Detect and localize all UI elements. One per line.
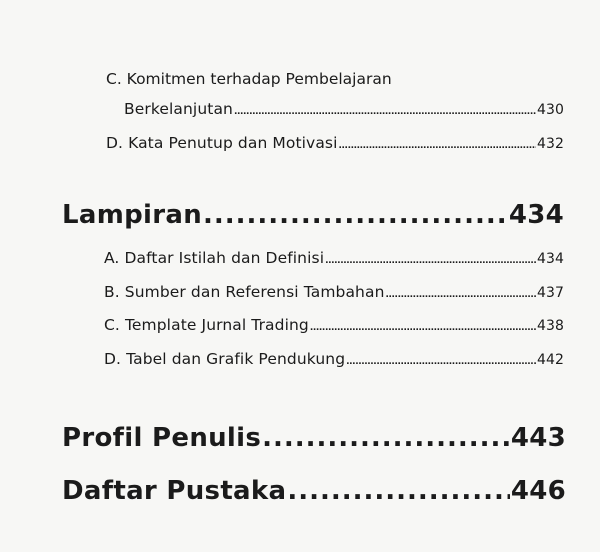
toc-chapter-title: Profil Penulis	[62, 423, 262, 453]
toc-page-number: 430	[536, 102, 564, 118]
toc-page-number: 434	[508, 200, 564, 230]
toc-entry-d-kata-penutup[interactable]	[106, 134, 564, 152]
toc-entry-title: C. Template Jurnal Trading	[104, 316, 309, 334]
toc-entry-d-tabel[interactable]	[104, 350, 564, 368]
dot-leader	[262, 423, 510, 453]
toc-chapter-profil-penulis[interactable]	[62, 423, 566, 453]
dot-leader	[310, 323, 536, 333]
toc-entry-title: A. Daftar Istilah dan Definisi	[104, 249, 325, 267]
toc-entry-a-daftar-istilah[interactable]	[104, 249, 564, 267]
toc-page-number: 446	[510, 476, 566, 506]
dot-leader	[346, 357, 536, 367]
toc-page-number: 434	[536, 251, 564, 267]
dot-leader	[339, 141, 536, 151]
toc-page-number: 437	[536, 285, 564, 301]
dot-leader	[287, 476, 509, 506]
toc-entry-title: D. Kata Penutup dan Motivasi	[106, 134, 338, 152]
toc-chapter-title: Lampiran	[62, 200, 203, 230]
toc-entry-title: D. Tabel dan Grafik Pendukung	[104, 350, 346, 368]
toc-page-number: 432	[536, 136, 564, 152]
toc-entry-b-sumber[interactable]	[104, 283, 564, 301]
toc-entry-title: Berkelanjutan	[124, 100, 233, 118]
dot-leader	[203, 200, 508, 230]
toc-entry-c-komitmen[interactable]	[124, 100, 564, 118]
dot-leader	[325, 256, 536, 266]
toc-chapter-lampiran[interactable]	[62, 200, 564, 230]
dot-leader	[234, 107, 536, 117]
toc-entry-c-komitmen-line1: C. Komitmen terhadap Pembelajaran	[106, 70, 392, 88]
dot-leader	[386, 290, 536, 300]
toc-page-number: 442	[536, 352, 564, 368]
toc-chapter-title: Daftar Pustaka	[62, 476, 287, 506]
toc-entry-c-template[interactable]	[104, 316, 564, 334]
toc-entry-title: B. Sumber dan Referensi Tambahan	[104, 283, 385, 301]
toc-page-number: 438	[536, 318, 564, 334]
toc-chapter-daftar-pustaka[interactable]	[62, 476, 566, 506]
toc-page-number: 443	[510, 423, 566, 453]
